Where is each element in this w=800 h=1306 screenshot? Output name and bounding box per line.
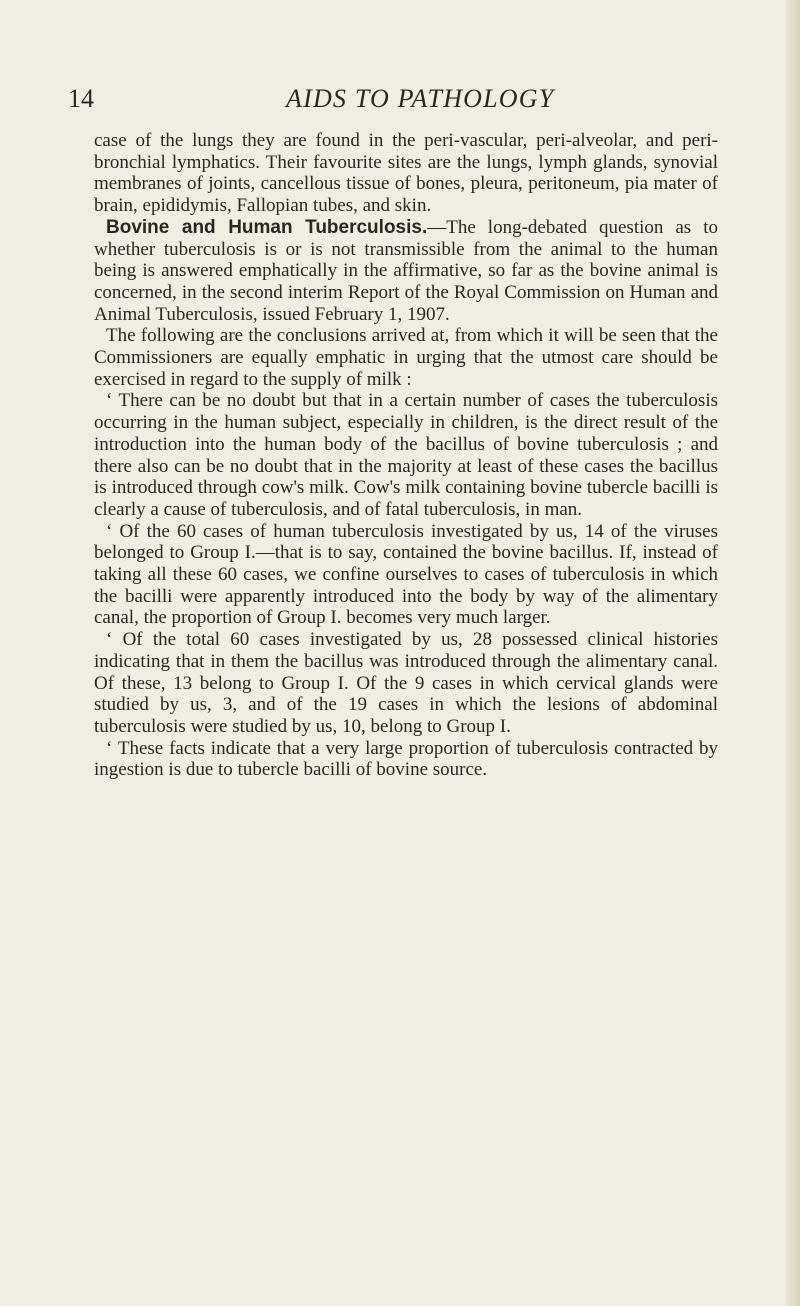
- paragraph-lung-lymphatics: case of the lungs they are found in the peri-vascular, peri-alveolar, and peri-bronchial lymphatics. Their favourite sites are the lungs, lymph glands, synovial membranes of joints, cancellous tissue of bones, pleura, peritoneum, pia mater of brain, epididymis, Fallopian tubes, and skin.: [94, 130, 718, 217]
- quote-paragraph-ingestion: ‘ These facts indicate that a very large proportion of tuberculosis contracted by ingestion is due to tubercle bacilli of bovine source.: [94, 737, 718, 781]
- paragraph-conclusions-intro: The following are the conclusions arrived at, from which it will be seen that the Commissioners are equally emphatic in urging that the utmost care should be exercised in regard to the supply of milk :: [94, 325, 718, 390]
- body-text: [94, 130, 718, 781]
- quote-paragraph-group-one: ‘ Of the 60 cases of human tuberculosis investigated by us, 14 of the viruses belonged to Group I.—that is to say, contained the bovine bacillus. If, instead of taking all these 60 cases, we confine ourselves to cases of tuberculosis in which the bacilli were apparently introduced into the body by way of the alimentary canal, the proportion of Group I. becomes very much larger.: [94, 520, 718, 629]
- page-edge-shadow: [786, 0, 800, 1306]
- quote-paragraph-alimentary: ‘ Of the total 60 cases investigated by us, 28 possessed clinical histories indicating that in them the bacillus was introduced through the alimentary canal. Of these, 13 belong to Group I. Of the 9 cases in which cervical glands were studied by us, 3, and of the 19 cases in which the lesions of abdominal tuberculosis were studied by us, 10, belong to Group I.: [94, 629, 718, 737]
- paragraph-bovine-human-tuberculosis: [94, 217, 718, 326]
- running-head: AIDS TO PATHOLOGY: [286, 84, 555, 113]
- section-heading: Bovine and Human Tuberculosis.: [106, 216, 428, 238]
- quote-paragraph-milk: ‘ There can be no doubt but that in a certain number of cases the tuberculosis occurring in the human subject, especially in children, is the direct result of the introduction into the human body of the bacillus of bovine tuberculosis ; and there also can be no doubt that in the majority at least of these cases the bacillus is introduced through cow's milk. Cow's milk containing bovine tubercle bacilli is clearly a cause of tuberculosis, and of fatal tuberculosis, in man.: [94, 390, 718, 520]
- section-intro-text: —The long-debated question as to whether tuberculosis is or is not transmissible from the animal to the human being is answered emphatically in the affirmative, so far as the bovine animal is concerned, in the second interim Report of the Royal Commission on Human and Animal Tuberculosis, issued February 1, 1907.: [94, 216, 718, 325]
- page-number: 14: [68, 84, 94, 113]
